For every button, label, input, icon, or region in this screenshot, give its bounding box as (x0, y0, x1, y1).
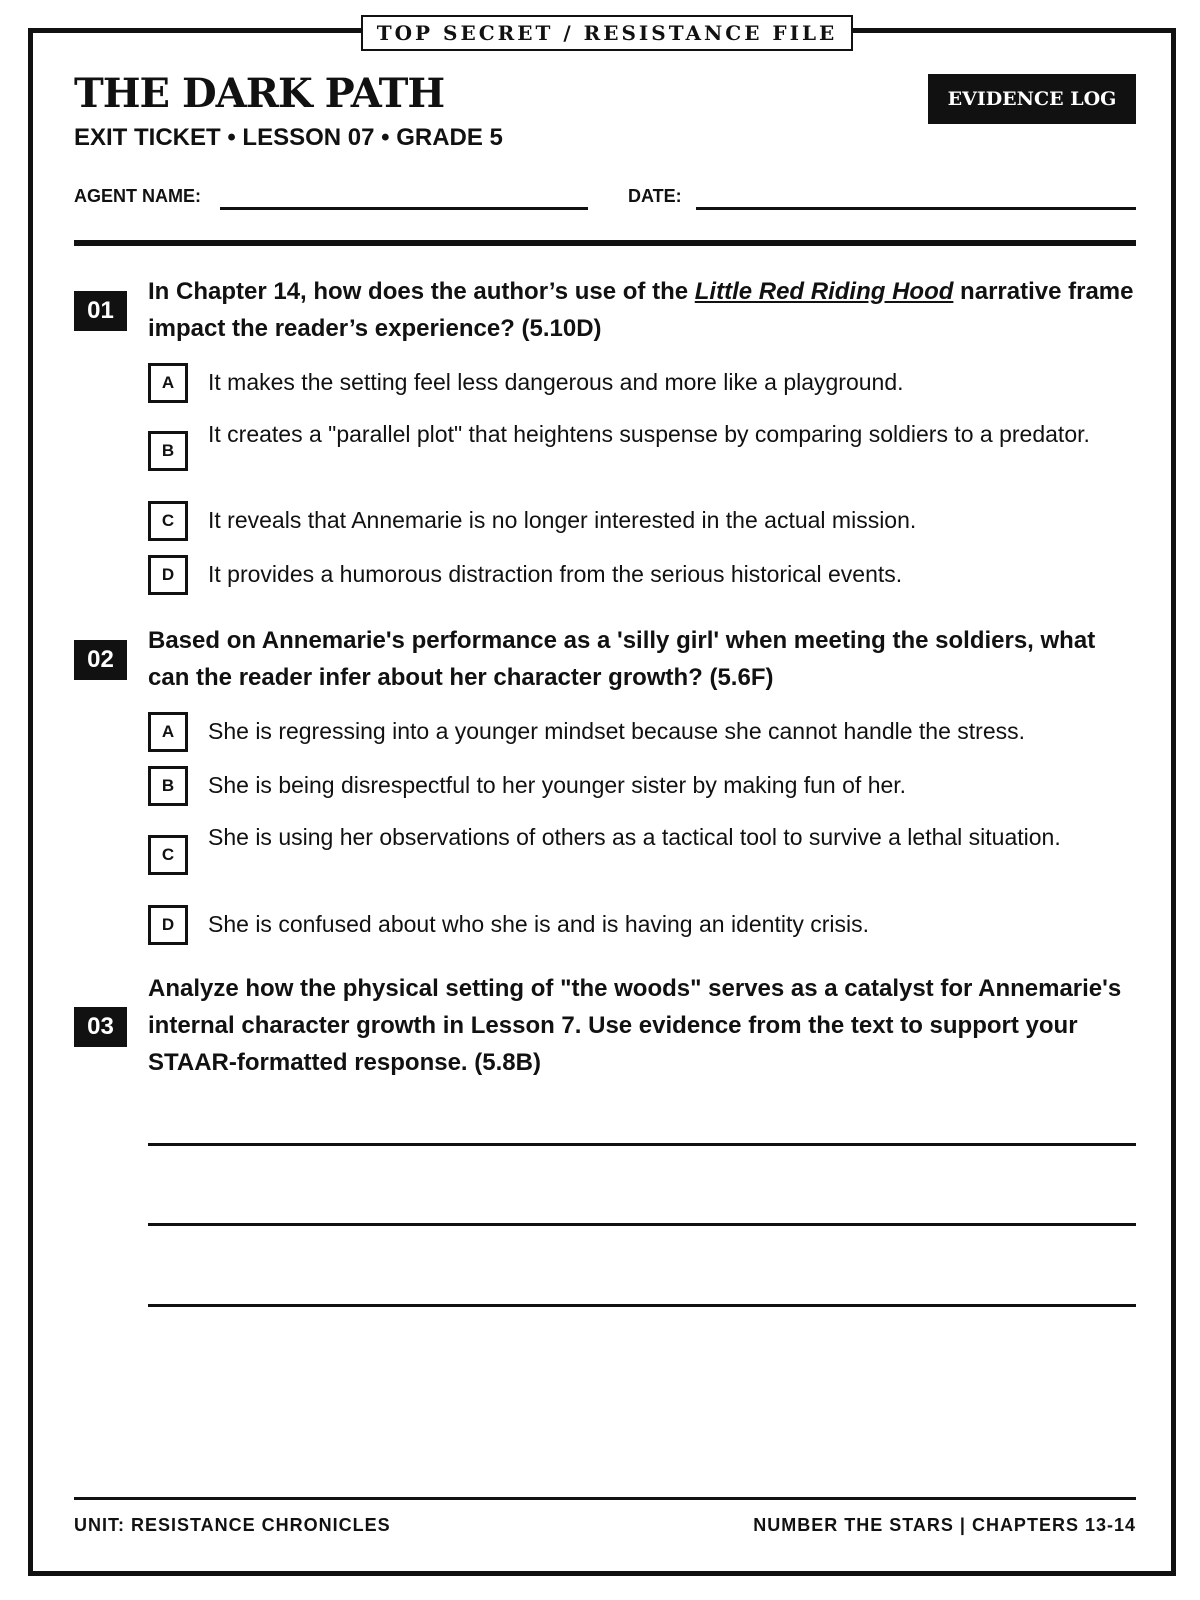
header-divider (74, 240, 1136, 246)
evidence-log-button[interactable]: EVIDENCE LOG (928, 74, 1136, 124)
date-label: DATE: (628, 186, 682, 206)
question-number-01: 01 (74, 291, 127, 331)
question-number-02: 02 (74, 640, 127, 680)
q1-option-b-text: It creates a "parallel plot" that heightens suspense by comparing soldiers to a predator. (208, 421, 1090, 447)
question-01-text-end: narrative frame impact the reader’s experience? (5.10D) (148, 278, 1134, 342)
page-title: THE DARK PATH (74, 70, 445, 117)
q2-option-d-text: She is confused about who she is and is having an identity crisis. (208, 911, 869, 937)
page-subtitle: EXIT TICKET • LESSON 07 • GRADE 5 (74, 124, 503, 151)
q1-option-d-box[interactable]: D (148, 555, 188, 595)
q2-option-a-text: She is regressing into a younger mindset because she cannot handle the stress. (208, 718, 1025, 744)
footer-unit: UNIT: RESISTANCE CHRONICLES (74, 1515, 391, 1535)
date-field[interactable] (696, 207, 1136, 210)
q2-option-c-text: She is using her observations of others as a tactical tool to survive a lethal situation. (208, 824, 1061, 850)
q1-option-a-box[interactable]: A (148, 363, 188, 403)
question-03-text: Analyze how the physical setting of "the woods" serves as a catalyst for Annemarie's internal character growth in Lesson 7. Use evidence from the text to support your STAAR-formatted response. (5.8B) (148, 975, 1122, 1076)
footer-book: NUMBER THE STARS | CHAPTERS 13-14 (753, 1515, 1136, 1535)
q2-option-b-text: She is being disrespectful to her younger sister by making fun of her. (208, 772, 907, 798)
q2-option-c-box[interactable]: C (148, 835, 188, 875)
question-01-text-start: In Chapter 14, how does the author’s use of the (148, 278, 695, 305)
agent-name-label: AGENT NAME: (74, 186, 201, 206)
answer-line[interactable] (148, 1223, 1136, 1226)
q1-option-c-box[interactable]: C (148, 501, 188, 541)
q1-option-c-text: It reveals that Annemarie is no longer interested in the actual mission. (208, 507, 917, 533)
q1-option-d-text: It provides a humorous distraction from the serious historical events. (208, 561, 903, 587)
q1-option-b-box[interactable]: B (148, 431, 188, 471)
question-number-03: 03 (74, 1007, 127, 1047)
answer-line[interactable] (148, 1143, 1136, 1146)
q2-option-a-box[interactable]: A (148, 712, 188, 752)
question-02-text: Based on Annemarie's performance as a 'silly girl' when meeting the soldiers, what can the reader infer about her character growth? (5.6F) (148, 627, 1096, 691)
q2-option-b-box[interactable]: B (148, 766, 188, 806)
story-title-emphasis: Little Red Riding Hood (694, 278, 954, 305)
q1-option-a-text: It makes the setting feel less dangerous and more like a playground. (208, 369, 904, 395)
footer-divider (74, 1497, 1136, 1500)
question-01-text (148, 273, 1138, 347)
answer-line[interactable] (148, 1304, 1136, 1307)
agent-name-field[interactable] (220, 207, 588, 210)
q2-option-d-box[interactable]: D (148, 905, 188, 945)
classification-tab: TOP SECRET / RESISTANCE FILE (361, 15, 853, 51)
